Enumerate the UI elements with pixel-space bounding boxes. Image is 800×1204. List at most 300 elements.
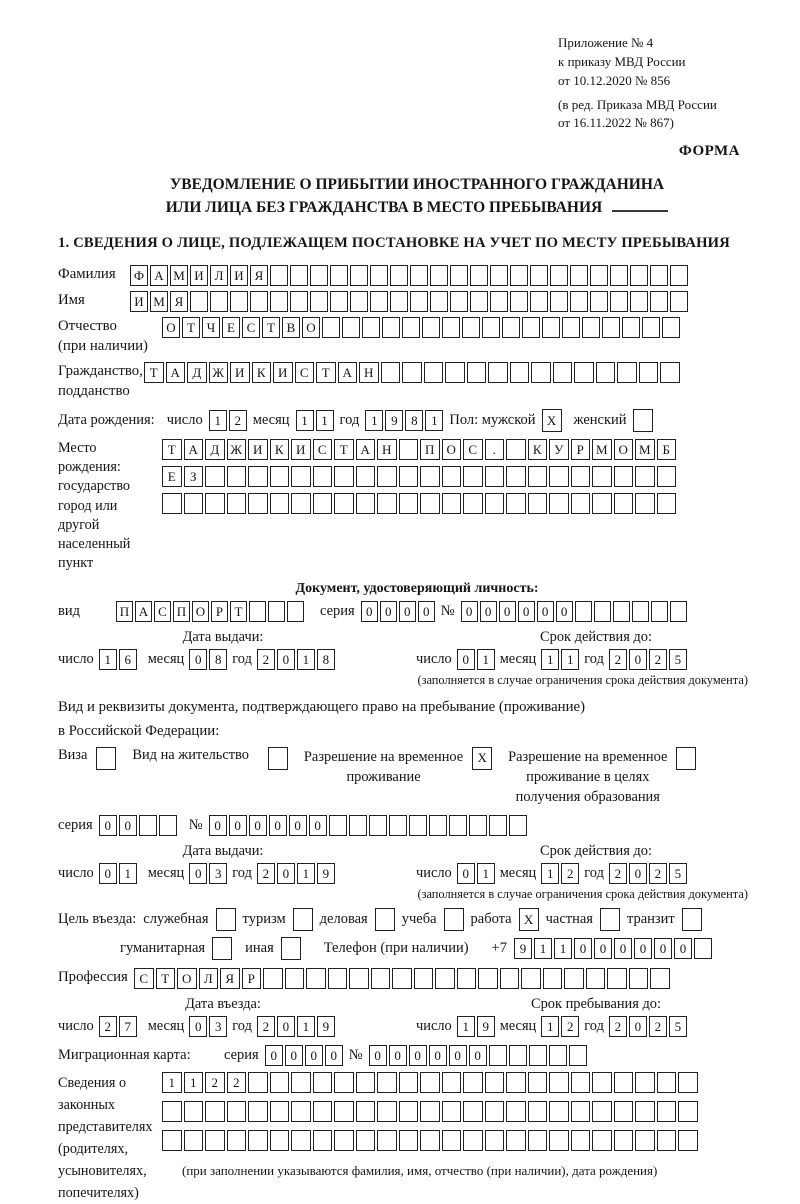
char-cell[interactable]: Я bbox=[250, 265, 268, 286]
char-cell[interactable] bbox=[490, 265, 508, 286]
char-cell[interactable]: К bbox=[252, 362, 272, 383]
char-cell[interactable] bbox=[330, 265, 348, 286]
char-cell[interactable] bbox=[630, 265, 648, 286]
char-cell[interactable] bbox=[420, 1072, 440, 1093]
char-cell[interactable] bbox=[510, 362, 530, 383]
char-cell[interactable] bbox=[633, 409, 653, 432]
permit-issue-month[interactable] bbox=[189, 863, 227, 884]
char-cell[interactable] bbox=[205, 466, 225, 487]
permit-issue-day[interactable] bbox=[99, 863, 137, 884]
char-cell[interactable] bbox=[399, 493, 419, 514]
char-cell[interactable]: А bbox=[166, 362, 186, 383]
char-cell[interactable] bbox=[381, 362, 401, 383]
char-cell[interactable]: З bbox=[184, 466, 204, 487]
char-cell[interactable]: 0 bbox=[189, 863, 207, 884]
char-cell[interactable] bbox=[635, 493, 655, 514]
profession-cells[interactable] bbox=[134, 968, 670, 989]
char-cell[interactable]: 0 bbox=[499, 601, 516, 622]
char-cell[interactable] bbox=[268, 747, 288, 770]
char-cell[interactable] bbox=[250, 291, 268, 312]
char-cell[interactable]: 1 bbox=[541, 863, 559, 884]
char-cell[interactable] bbox=[542, 317, 560, 338]
char-cell[interactable]: П bbox=[116, 601, 133, 622]
char-cell[interactable]: 0 bbox=[629, 649, 647, 670]
char-cell[interactable] bbox=[635, 466, 655, 487]
char-cell[interactable]: 0 bbox=[249, 815, 267, 836]
char-cell[interactable] bbox=[445, 362, 465, 383]
char-cell[interactable] bbox=[375, 908, 395, 931]
char-cell[interactable]: П bbox=[173, 601, 190, 622]
char-cell[interactable]: 0 bbox=[369, 1045, 387, 1066]
char-cell[interactable]: 2 bbox=[649, 863, 667, 884]
char-cell[interactable] bbox=[682, 908, 702, 931]
char-cell[interactable] bbox=[313, 1072, 333, 1093]
char-cell[interactable] bbox=[420, 466, 440, 487]
char-cell[interactable] bbox=[678, 1072, 698, 1093]
char-cell[interactable] bbox=[230, 291, 248, 312]
char-cell[interactable]: 1 bbox=[425, 410, 443, 431]
purpose-o8-checkbox[interactable] bbox=[212, 937, 232, 960]
char-cell[interactable] bbox=[162, 1101, 182, 1122]
char-cell[interactable] bbox=[562, 317, 580, 338]
char-cell[interactable] bbox=[205, 1101, 225, 1122]
char-cell[interactable] bbox=[571, 1101, 591, 1122]
char-cell[interactable] bbox=[270, 466, 290, 487]
permit-issue-year[interactable] bbox=[257, 863, 335, 884]
char-cell[interactable] bbox=[582, 317, 600, 338]
char-cell[interactable] bbox=[463, 1072, 483, 1093]
char-cell[interactable] bbox=[291, 1130, 311, 1151]
char-cell[interactable]: Т bbox=[334, 439, 354, 460]
char-cell[interactable] bbox=[613, 601, 630, 622]
char-cell[interactable] bbox=[457, 968, 477, 989]
char-cell[interactable] bbox=[549, 466, 569, 487]
char-cell[interactable]: 5 bbox=[669, 1016, 687, 1037]
char-cell[interactable]: Ж bbox=[209, 362, 229, 383]
char-cell[interactable] bbox=[506, 1130, 526, 1151]
char-cell[interactable]: 1 bbox=[297, 863, 315, 884]
char-cell[interactable]: 0 bbox=[285, 1045, 303, 1066]
char-cell[interactable]: 1 bbox=[477, 863, 495, 884]
char-cell[interactable] bbox=[550, 265, 568, 286]
char-cell[interactable] bbox=[402, 317, 420, 338]
char-cell[interactable]: Я bbox=[220, 968, 240, 989]
char-cell[interactable]: И bbox=[230, 362, 250, 383]
char-cell[interactable]: 0 bbox=[277, 649, 295, 670]
char-cell[interactable] bbox=[639, 362, 659, 383]
char-cell[interactable] bbox=[574, 362, 594, 383]
char-cell[interactable] bbox=[592, 1130, 612, 1151]
char-cell[interactable] bbox=[469, 815, 487, 836]
char-cell[interactable] bbox=[414, 968, 434, 989]
char-cell[interactable]: С bbox=[154, 601, 171, 622]
representatives-cells-row2[interactable] bbox=[162, 1101, 698, 1122]
char-cell[interactable]: 0 bbox=[99, 815, 117, 836]
char-cell[interactable] bbox=[592, 1072, 612, 1093]
char-cell[interactable]: 2 bbox=[609, 649, 627, 670]
doc-valid-day[interactable] bbox=[457, 649, 495, 670]
char-cell[interactable] bbox=[670, 291, 688, 312]
char-cell[interactable] bbox=[528, 1101, 548, 1122]
permit-valid-year[interactable] bbox=[609, 863, 687, 884]
char-cell[interactable] bbox=[444, 908, 464, 931]
char-cell[interactable]: 1 bbox=[297, 649, 315, 670]
char-cell[interactable] bbox=[410, 265, 428, 286]
char-cell[interactable]: 9 bbox=[317, 1016, 335, 1037]
sex-male-checkbox[interactable] bbox=[542, 409, 562, 432]
permit-valid-month[interactable] bbox=[541, 863, 579, 884]
char-cell[interactable] bbox=[550, 291, 568, 312]
char-cell[interactable] bbox=[463, 493, 483, 514]
char-cell[interactable] bbox=[678, 1130, 698, 1151]
char-cell[interactable] bbox=[356, 466, 376, 487]
char-cell[interactable] bbox=[596, 362, 616, 383]
purpose-o2-checkbox[interactable] bbox=[293, 908, 313, 931]
char-cell[interactable]: И bbox=[190, 265, 208, 286]
char-cell[interactable] bbox=[270, 291, 288, 312]
char-cell[interactable]: С bbox=[134, 968, 154, 989]
char-cell[interactable]: 0 bbox=[389, 1045, 407, 1066]
char-cell[interactable] bbox=[442, 1130, 462, 1151]
char-cell[interactable]: Ч bbox=[202, 317, 220, 338]
char-cell[interactable] bbox=[489, 1045, 507, 1066]
char-cell[interactable]: П bbox=[420, 439, 440, 460]
char-cell[interactable] bbox=[291, 1072, 311, 1093]
rvp-checkbox[interactable] bbox=[472, 747, 492, 770]
char-cell[interactable]: К bbox=[528, 439, 548, 460]
char-cell[interactable]: И bbox=[248, 439, 268, 460]
char-cell[interactable]: Д bbox=[205, 439, 225, 460]
char-cell[interactable] bbox=[530, 291, 548, 312]
char-cell[interactable]: 0 bbox=[269, 815, 287, 836]
char-cell[interactable] bbox=[281, 937, 301, 960]
doc-number-cells[interactable] bbox=[461, 601, 687, 622]
char-cell[interactable] bbox=[549, 1045, 567, 1066]
char-cell[interactable]: Б bbox=[657, 439, 677, 460]
char-cell[interactable] bbox=[420, 493, 440, 514]
char-cell[interactable] bbox=[291, 493, 311, 514]
char-cell[interactable] bbox=[248, 493, 268, 514]
char-cell[interactable] bbox=[650, 291, 668, 312]
char-cell[interactable]: О bbox=[442, 439, 462, 460]
char-cell[interactable] bbox=[594, 601, 611, 622]
sex-female-checkbox[interactable] bbox=[633, 409, 653, 432]
char-cell[interactable] bbox=[430, 265, 448, 286]
char-cell[interactable]: 0 bbox=[277, 1016, 295, 1037]
char-cell[interactable] bbox=[424, 362, 444, 383]
char-cell[interactable] bbox=[270, 493, 290, 514]
char-cell[interactable]: Л bbox=[210, 265, 228, 286]
char-cell[interactable] bbox=[657, 466, 677, 487]
representatives-cells-row3[interactable] bbox=[162, 1130, 698, 1151]
char-cell[interactable]: 0 bbox=[556, 601, 573, 622]
char-cell[interactable] bbox=[462, 317, 480, 338]
char-cell[interactable] bbox=[549, 1130, 569, 1151]
char-cell[interactable]: 0 bbox=[309, 815, 327, 836]
char-cell[interactable] bbox=[614, 1130, 634, 1151]
char-cell[interactable]: С bbox=[463, 439, 483, 460]
birth-year-cells[interactable] bbox=[365, 410, 443, 431]
char-cell[interactable] bbox=[290, 265, 308, 286]
char-cell[interactable] bbox=[543, 968, 563, 989]
char-cell[interactable]: Р bbox=[571, 439, 591, 460]
char-cell[interactable]: О bbox=[177, 968, 197, 989]
char-cell[interactable] bbox=[334, 466, 354, 487]
char-cell[interactable] bbox=[614, 1072, 634, 1093]
purpose-o6-checkbox[interactable] bbox=[600, 908, 620, 931]
char-cell[interactable] bbox=[614, 493, 634, 514]
char-cell[interactable]: 0 bbox=[469, 1045, 487, 1066]
char-cell[interactable]: 1 bbox=[554, 938, 572, 959]
char-cell[interactable] bbox=[449, 815, 467, 836]
char-cell[interactable]: 0 bbox=[574, 938, 592, 959]
char-cell[interactable] bbox=[670, 601, 687, 622]
firstname-cells[interactable] bbox=[130, 291, 688, 312]
char-cell[interactable]: 0 bbox=[449, 1045, 467, 1066]
char-cell[interactable] bbox=[592, 1101, 612, 1122]
char-cell[interactable]: . bbox=[485, 439, 505, 460]
char-cell[interactable]: И bbox=[130, 291, 148, 312]
char-cell[interactable]: X bbox=[519, 908, 539, 931]
char-cell[interactable]: А bbox=[150, 265, 168, 286]
char-cell[interactable] bbox=[334, 1072, 354, 1093]
char-cell[interactable]: 0 bbox=[277, 863, 295, 884]
char-cell[interactable] bbox=[571, 466, 591, 487]
char-cell[interactable] bbox=[629, 968, 649, 989]
char-cell[interactable] bbox=[553, 362, 573, 383]
char-cell[interactable]: И bbox=[273, 362, 293, 383]
char-cell[interactable]: 3 bbox=[209, 863, 227, 884]
char-cell[interactable]: Я bbox=[170, 291, 188, 312]
char-cell[interactable] bbox=[435, 968, 455, 989]
char-cell[interactable] bbox=[350, 265, 368, 286]
char-cell[interactable] bbox=[392, 968, 412, 989]
char-cell[interactable] bbox=[442, 1101, 462, 1122]
char-cell[interactable] bbox=[530, 265, 548, 286]
char-cell[interactable]: 1 bbox=[365, 410, 383, 431]
char-cell[interactable] bbox=[617, 362, 637, 383]
char-cell[interactable] bbox=[356, 493, 376, 514]
char-cell[interactable] bbox=[600, 908, 620, 931]
entry-month[interactable] bbox=[189, 1016, 227, 1037]
char-cell[interactable] bbox=[313, 1101, 333, 1122]
purpose-o5-checkbox[interactable] bbox=[519, 908, 539, 931]
char-cell[interactable] bbox=[485, 493, 505, 514]
char-cell[interactable] bbox=[334, 1101, 354, 1122]
char-cell[interactable] bbox=[490, 291, 508, 312]
representatives-cells-row1[interactable] bbox=[162, 1072, 698, 1093]
char-cell[interactable] bbox=[590, 291, 608, 312]
char-cell[interactable] bbox=[650, 265, 668, 286]
char-cell[interactable]: 2 bbox=[609, 863, 627, 884]
char-cell[interactable]: 0 bbox=[229, 815, 247, 836]
char-cell[interactable] bbox=[370, 291, 388, 312]
char-cell[interactable] bbox=[227, 466, 247, 487]
char-cell[interactable] bbox=[248, 466, 268, 487]
char-cell[interactable] bbox=[362, 317, 380, 338]
char-cell[interactable] bbox=[313, 493, 333, 514]
char-cell[interactable]: О bbox=[162, 317, 180, 338]
char-cell[interactable]: И bbox=[230, 265, 248, 286]
char-cell[interactable] bbox=[420, 1130, 440, 1151]
char-cell[interactable]: М bbox=[170, 265, 188, 286]
char-cell[interactable] bbox=[139, 815, 157, 836]
char-cell[interactable] bbox=[377, 466, 397, 487]
char-cell[interactable]: 8 bbox=[209, 649, 227, 670]
char-cell[interactable] bbox=[642, 317, 660, 338]
char-cell[interactable] bbox=[614, 1101, 634, 1122]
char-cell[interactable] bbox=[657, 1101, 677, 1122]
char-cell[interactable] bbox=[270, 1072, 290, 1093]
char-cell[interactable] bbox=[571, 493, 591, 514]
char-cell[interactable]: 1 bbox=[477, 649, 495, 670]
char-cell[interactable] bbox=[322, 317, 340, 338]
char-cell[interactable] bbox=[521, 968, 541, 989]
phone-cells[interactable] bbox=[514, 938, 712, 959]
char-cell[interactable]: 2 bbox=[649, 649, 667, 670]
char-cell[interactable] bbox=[248, 1130, 268, 1151]
char-cell[interactable]: А bbox=[338, 362, 358, 383]
char-cell[interactable]: 0 bbox=[265, 1045, 283, 1066]
char-cell[interactable] bbox=[660, 362, 680, 383]
char-cell[interactable] bbox=[571, 1072, 591, 1093]
char-cell[interactable]: С bbox=[242, 317, 260, 338]
char-cell[interactable]: А bbox=[184, 439, 204, 460]
purpose-o7-checkbox[interactable] bbox=[682, 908, 702, 931]
doc-valid-month[interactable] bbox=[541, 649, 579, 670]
char-cell[interactable]: 0 bbox=[189, 649, 207, 670]
char-cell[interactable] bbox=[463, 1101, 483, 1122]
char-cell[interactable] bbox=[592, 466, 612, 487]
char-cell[interactable]: Ж bbox=[227, 439, 247, 460]
char-cell[interactable] bbox=[205, 1130, 225, 1151]
char-cell[interactable]: 1 bbox=[316, 410, 334, 431]
char-cell[interactable] bbox=[390, 291, 408, 312]
char-cell[interactable] bbox=[470, 265, 488, 286]
char-cell[interactable]: 0 bbox=[305, 1045, 323, 1066]
char-cell[interactable] bbox=[190, 291, 208, 312]
purpose-o9-checkbox[interactable] bbox=[281, 937, 301, 960]
char-cell[interactable] bbox=[349, 968, 369, 989]
char-cell[interactable] bbox=[442, 1072, 462, 1093]
char-cell[interactable]: Н bbox=[377, 439, 397, 460]
char-cell[interactable]: 0 bbox=[457, 863, 475, 884]
char-cell[interactable]: 0 bbox=[418, 601, 435, 622]
char-cell[interactable]: 5 bbox=[669, 863, 687, 884]
entry-day[interactable] bbox=[99, 1016, 137, 1037]
char-cell[interactable] bbox=[450, 291, 468, 312]
char-cell[interactable] bbox=[399, 466, 419, 487]
entry-year[interactable] bbox=[257, 1016, 335, 1037]
char-cell[interactable] bbox=[463, 1130, 483, 1151]
char-cell[interactable] bbox=[531, 362, 551, 383]
char-cell[interactable] bbox=[270, 1130, 290, 1151]
char-cell[interactable] bbox=[270, 1101, 290, 1122]
patronymic-cells[interactable] bbox=[162, 317, 680, 338]
char-cell[interactable]: О bbox=[614, 439, 634, 460]
char-cell[interactable] bbox=[528, 1130, 548, 1151]
char-cell[interactable]: 0 bbox=[409, 1045, 427, 1066]
char-cell[interactable] bbox=[485, 1130, 505, 1151]
char-cell[interactable] bbox=[570, 265, 588, 286]
doc-series-cells[interactable] bbox=[361, 601, 435, 622]
char-cell[interactable] bbox=[409, 815, 427, 836]
char-cell[interactable] bbox=[399, 1101, 419, 1122]
char-cell[interactable] bbox=[502, 317, 520, 338]
char-cell[interactable]: 9 bbox=[514, 938, 532, 959]
char-cell[interactable] bbox=[463, 466, 483, 487]
char-cell[interactable] bbox=[485, 1072, 505, 1093]
char-cell[interactable] bbox=[529, 1045, 547, 1066]
char-cell[interactable]: 9 bbox=[317, 863, 335, 884]
char-cell[interactable] bbox=[482, 317, 500, 338]
char-cell[interactable]: 2 bbox=[609, 1016, 627, 1037]
char-cell[interactable] bbox=[212, 937, 232, 960]
char-cell[interactable] bbox=[488, 362, 508, 383]
char-cell[interactable] bbox=[651, 601, 668, 622]
char-cell[interactable] bbox=[162, 1130, 182, 1151]
char-cell[interactable]: С bbox=[313, 439, 333, 460]
residence-checkbox[interactable] bbox=[268, 747, 288, 770]
char-cell[interactable]: 2 bbox=[257, 1016, 275, 1037]
char-cell[interactable]: У bbox=[549, 439, 569, 460]
char-cell[interactable]: 1 bbox=[457, 1016, 475, 1037]
char-cell[interactable] bbox=[377, 493, 397, 514]
char-cell[interactable] bbox=[528, 466, 548, 487]
char-cell[interactable] bbox=[489, 815, 507, 836]
char-cell[interactable]: 9 bbox=[385, 410, 403, 431]
char-cell[interactable]: 1 bbox=[561, 649, 579, 670]
purpose-o4-checkbox[interactable] bbox=[444, 908, 464, 931]
char-cell[interactable]: 2 bbox=[227, 1072, 247, 1093]
char-cell[interactable]: 1 bbox=[541, 1016, 559, 1037]
char-cell[interactable]: И bbox=[291, 439, 311, 460]
char-cell[interactable] bbox=[592, 493, 612, 514]
char-cell[interactable]: Т bbox=[182, 317, 200, 338]
char-cell[interactable] bbox=[614, 466, 634, 487]
char-cell[interactable] bbox=[159, 815, 177, 836]
char-cell[interactable]: 0 bbox=[654, 938, 672, 959]
char-cell[interactable]: 8 bbox=[405, 410, 423, 431]
char-cell[interactable] bbox=[399, 1072, 419, 1093]
char-cell[interactable] bbox=[268, 601, 285, 622]
char-cell[interactable] bbox=[349, 815, 367, 836]
char-cell[interactable] bbox=[227, 493, 247, 514]
birthplace-cells-row2[interactable] bbox=[162, 466, 676, 487]
purpose-o1-checkbox[interactable] bbox=[216, 908, 236, 931]
char-cell[interactable] bbox=[650, 968, 670, 989]
char-cell[interactable]: Н bbox=[359, 362, 379, 383]
char-cell[interactable] bbox=[442, 317, 460, 338]
char-cell[interactable] bbox=[399, 1130, 419, 1151]
char-cell[interactable] bbox=[334, 493, 354, 514]
char-cell[interactable] bbox=[657, 493, 677, 514]
char-cell[interactable]: 1 bbox=[99, 649, 117, 670]
char-cell[interactable]: С bbox=[295, 362, 315, 383]
birthplace-cells-row3[interactable] bbox=[162, 493, 676, 514]
char-cell[interactable] bbox=[356, 1101, 376, 1122]
char-cell[interactable] bbox=[377, 1130, 397, 1151]
char-cell[interactable]: X bbox=[472, 747, 492, 770]
char-cell[interactable]: Д bbox=[187, 362, 207, 383]
char-cell[interactable] bbox=[389, 815, 407, 836]
char-cell[interactable] bbox=[184, 1101, 204, 1122]
char-cell[interactable] bbox=[657, 1130, 677, 1151]
char-cell[interactable] bbox=[356, 1072, 376, 1093]
birth-day-cells[interactable] bbox=[209, 410, 247, 431]
char-cell[interactable]: 2 bbox=[257, 649, 275, 670]
char-cell[interactable]: 0 bbox=[674, 938, 692, 959]
